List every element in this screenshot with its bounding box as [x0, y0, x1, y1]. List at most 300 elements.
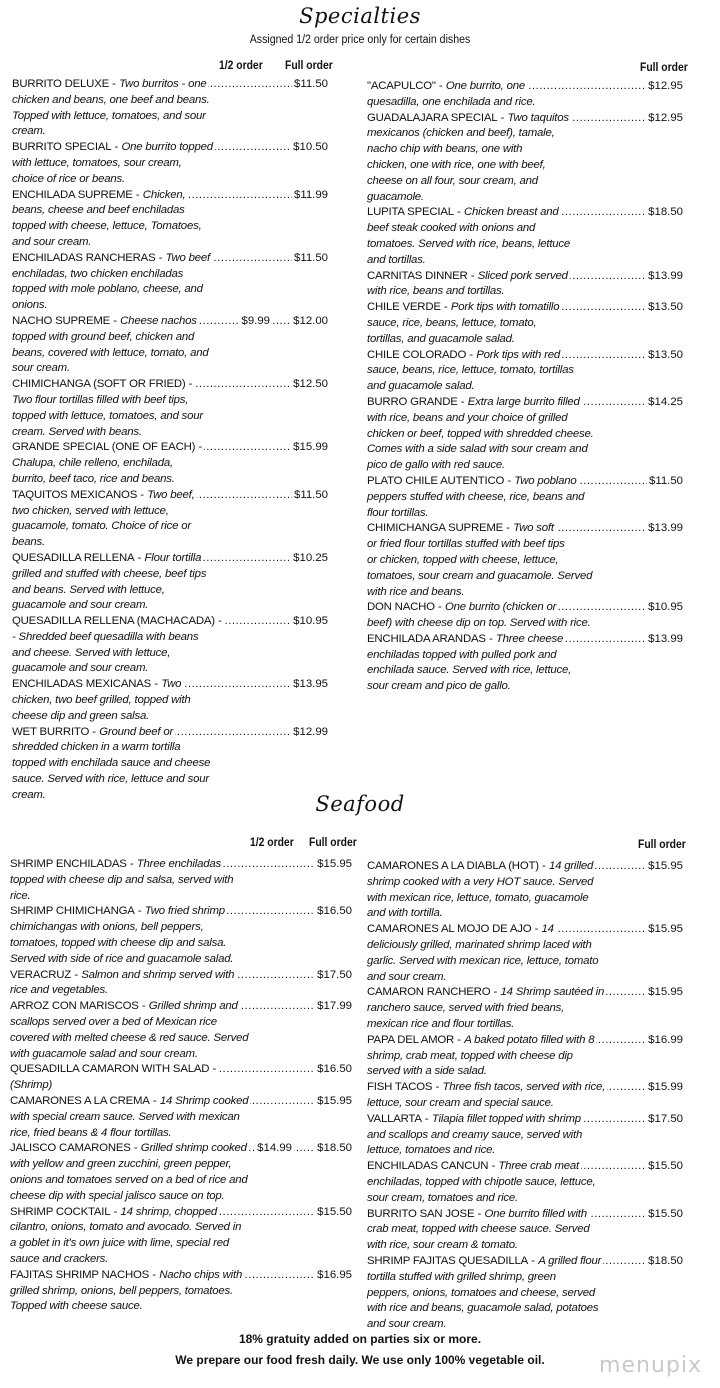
name-separator: -: [538, 860, 549, 872]
item-name: CAMARONES AL MOJO DE AJO: [367, 923, 532, 936]
item-description-start: A baked potato filled with 8: [464, 1033, 595, 1046]
item-description-line: beans, cheese and beef enchiladas: [12, 204, 185, 217]
full-order-price: $15.99: [646, 1080, 683, 1096]
item-description-line: tomatoes, topped with cheese dip and salsa.: [10, 936, 227, 949]
full-order-price: $11.50: [292, 488, 328, 504]
item-description-line: with rice, beans and your choice of grilled: [367, 411, 568, 424]
item-name: GUADALAJARA SPECIAL: [367, 111, 498, 124]
full-order-price: $13.95: [291, 677, 328, 693]
item-description-line: nacho chip with beans, one with: [367, 143, 523, 156]
item-description-line: pico de gallo with red sauce.: [367, 459, 505, 472]
name-separator: -: [504, 474, 515, 487]
item-name: SHRIMP CHIMICHANGA: [10, 905, 135, 918]
item-description-line: with rice, sour cream & tomato.: [367, 1239, 518, 1252]
full-order-price: $10.95: [646, 600, 683, 616]
item-description-start: Grilled shrimp cooked: [140, 1142, 247, 1155]
menu-item: [10, 857, 352, 904]
menu-item: [367, 1112, 683, 1159]
full-order-price: $13.99: [646, 521, 683, 537]
menu-item: [367, 300, 683, 347]
item-name: DON NACHO: [367, 601, 435, 614]
item-name: PAPA DEL AMOR: [367, 1033, 455, 1046]
item-description-line: and sour cream.: [12, 235, 92, 248]
item-description-line: and beans. Served with lettuce,: [12, 583, 165, 596]
item-description-line: mexicanos (chicken and beef), tamale,: [367, 127, 555, 140]
menu-item: [367, 79, 683, 111]
item-description-line: - Shredded beef quesadilla with beans: [12, 630, 199, 643]
item-name: ENCHILADAS MEXICANAS: [12, 678, 152, 691]
name-separator: -: [71, 968, 82, 981]
item-description-line: covered with melted cheese & red sauce. Served: [10, 1031, 249, 1044]
full-order-price: $12.50: [291, 377, 328, 393]
item-description-line: lettuce, sour cream and special sauce.: [367, 1096, 554, 1109]
item-description-line: rice and vegetables.: [10, 984, 108, 997]
item-name: CAMARONES A LA CREMA: [10, 1094, 150, 1107]
item-description-line: with mexican rice, lettuce, tomato, guacamole: [367, 891, 589, 904]
full-order-price: $17.50: [315, 968, 352, 984]
menu-item: [367, 985, 683, 1032]
item-description-start: Three cheese: [495, 632, 564, 645]
item-description-line: and sour cream.: [367, 970, 447, 983]
item-name: CAMARONES A LA DIABLA (HOT): [367, 860, 539, 872]
name-separator: -: [435, 80, 446, 92]
item-description-line: chicken, one with rice, one with beef,: [367, 158, 546, 171]
item-description-line: guacamole.: [367, 190, 424, 203]
menu-item: [10, 1268, 352, 1315]
item-description-start: Nacho chips with: [159, 1268, 243, 1281]
item-description-line: mexican rice and flour tortillas.: [367, 1017, 515, 1030]
full-order-price: $16.50: [315, 1062, 352, 1078]
item-description-line: Two flour tortillas filled with beef tips,: [12, 393, 189, 406]
item-description-line: Topped with lettuce, tomatoes, and sour: [12, 109, 206, 122]
menu-item: [367, 1254, 683, 1333]
name-separator: -: [149, 1268, 160, 1281]
name-separator: -: [110, 1205, 121, 1218]
item-name: VERACRUZ: [10, 968, 72, 981]
item-name: QUESADILLA CAMARON WITH SALAD: [10, 1063, 210, 1076]
menu-item: [10, 904, 352, 967]
item-description-start: Ground beef or: [99, 725, 174, 738]
name-separator: -: [467, 269, 478, 282]
full-order-price: $11.50: [292, 251, 328, 267]
item-description-line: or chicken, topped with cheese, lettuce,: [367, 553, 559, 566]
menu-item: [10, 1062, 352, 1094]
full-order-price: $18.50: [315, 1141, 352, 1157]
name-separator: -: [132, 188, 143, 201]
item-description-line: topped with cheese dip and salsa, served with: [10, 873, 234, 886]
item-description-line: and cheese. Served with lettuce,: [12, 646, 171, 659]
item-description-line: cream.: [12, 788, 46, 801]
seafood-right-full-order-header: Full order: [638, 839, 686, 851]
item-description-line: guacamole and sour cream.: [12, 599, 149, 612]
full-order-price: $13.99: [646, 269, 683, 285]
item-description-start: Grilled shrimp and: [148, 1000, 238, 1013]
item-description-line: deliciously grilled, marinated shrimp laced with: [367, 938, 592, 951]
item-description-start: Tilapia fillet topped with shrimp: [431, 1112, 581, 1125]
item-description-line: with rice and beans, guacamole salad, potatoes: [367, 1302, 599, 1315]
item-description-start: Two poblano: [514, 474, 577, 487]
item-description-line: beef steak cooked with onions and: [367, 222, 536, 235]
full-order-price: $13.99: [646, 632, 683, 648]
item-description-line: chicken and beans, one beef and beans.: [12, 93, 210, 106]
item-description-line: Chalupa, chile relleno, enchilada,: [12, 457, 174, 470]
full-order-price: $16.99: [646, 1033, 683, 1049]
item-description-line: tomatoes. Served with rice, beans, lettuce: [367, 237, 571, 250]
full-order-price: $18.50: [646, 205, 683, 221]
menu-item: [367, 600, 683, 632]
item-description-start: Two burritos - one: [119, 78, 207, 90]
item-description-line: grilled and stuffed with cheese, beef tips: [12, 567, 207, 580]
item-description-line: topped with cheese, lettuce, Tomatoes,: [12, 220, 202, 233]
item-description-start: Two beef: [165, 251, 211, 264]
item-description-line: beans, covered with lettuce, tomato, and: [12, 346, 209, 359]
item-name: SHRIMP COCKTAIL: [10, 1205, 111, 1218]
item-description-start: Salmon and shrimp served with: [81, 968, 235, 981]
menu-item: [367, 474, 683, 521]
item-description-line: enchiladas topped with pulled pork and: [367, 648, 557, 661]
item-description-line: (Shrimp): [10, 1079, 53, 1092]
item-name: ENCHILADAS CANCUN: [367, 1160, 489, 1173]
specialties-full-order-header: Full order: [285, 60, 333, 72]
item-description-line: two chicken, served with lettuce,: [12, 504, 169, 517]
menupix-watermark: menupix: [599, 1353, 702, 1378]
item-name: GRANDE SPECIAL (ONE OF EACH): [12, 441, 196, 454]
name-separator: -: [490, 986, 501, 999]
item-description-line: or fried flour tortillas stuffed with beef tips: [367, 538, 565, 551]
item-description-line: quesadilla, one enchilada and rice.: [367, 95, 536, 108]
item-description-line: sauce, beans, rice, lettuce, tomato, tortillas: [367, 364, 574, 377]
item-description-line: beans.: [12, 536, 45, 549]
full-order-price: $15.95: [646, 985, 683, 1001]
item-description-line: onions.: [12, 299, 48, 312]
item-description-line: shrimp cooked with a very HOT sauce. Served: [367, 875, 594, 888]
specialties-subtitle: Assigned 1/2 order price only for certain dishes: [249, 34, 471, 46]
full-order-price: $18.50: [646, 1254, 683, 1270]
menu-item: [367, 922, 683, 985]
item-description-line: sour cream, tomatoes and rice.: [367, 1191, 519, 1204]
item-description-start: One burrito topped: [121, 141, 213, 154]
menu-item: [367, 395, 683, 474]
name-separator: -: [457, 395, 468, 408]
item-name: CAMARON RANCHERO: [367, 986, 491, 999]
full-order-price: $13.50: [646, 348, 683, 364]
item-description-line: Served with side of rice and guacamole salad.: [10, 952, 234, 965]
item-description-line: rice, fried beans & 4 flour tortillas.: [10, 1126, 172, 1139]
item-name: LUPITA SPECIAL: [367, 206, 454, 219]
full-order-price: $12.95: [646, 111, 683, 127]
menu-item: [10, 1094, 352, 1141]
menu-item: [367, 1207, 683, 1254]
item-description-line: a goblet in it's own juice with lime, special red: [10, 1237, 230, 1250]
menu-item: [367, 1033, 683, 1080]
item-name: SHRIMP FAJITAS QUESADILLA: [367, 1254, 529, 1267]
item-description-line: sauce. Served with rice, lettuce and sour: [12, 773, 209, 786]
full-order-price: $11.50: [292, 77, 328, 93]
item-description-line: and scallops and creamy sauce, served with: [367, 1128, 583, 1141]
item-description-line: shredded chicken in a warm tortilla: [12, 741, 181, 754]
item-description-line: tortillas, and guacamole salad.: [367, 332, 515, 345]
item-description-start: Three enchiladas: [136, 858, 221, 870]
seafood-half-order-header: 1/2 order: [250, 837, 294, 849]
menu-item: [12, 140, 328, 187]
full-order-price: $10.95: [291, 614, 328, 630]
item-description-start: Two taquitos: [507, 111, 569, 124]
item-description-line: cheese dip and green salsa.: [12, 709, 150, 722]
menu-item: [10, 968, 352, 1000]
menu-item: [12, 440, 328, 487]
menu-item: [367, 859, 683, 922]
full-order-price: $13.50: [646, 300, 683, 316]
full-order-price: $16.50: [315, 904, 352, 920]
half-order-price: $9.99: [239, 314, 272, 330]
item-description-line: and sour cream.: [367, 1318, 447, 1331]
item-name: JALISCO CAMARONES: [10, 1142, 131, 1155]
item-name: CHILE COLORADO: [367, 348, 467, 361]
item-description-line: topped with ground beef, chicken and: [12, 330, 195, 343]
item-description-line: chicken, two beef grilled, topped with: [12, 694, 191, 707]
name-separator: -: [454, 1033, 465, 1046]
name-separator: -: [214, 615, 222, 628]
item-description-line: sauce, rice, beans, lettuce, tomato,: [367, 316, 537, 329]
full-order-price: $15.50: [646, 1207, 683, 1223]
name-separator: -: [503, 522, 514, 535]
name-separator: -: [209, 1063, 217, 1076]
name-separator: -: [440, 301, 451, 314]
item-description-line: ranchero sauce, served with fried beans,: [367, 1002, 565, 1015]
menu-item: [12, 251, 328, 314]
item-description-line: enchiladas, topped with chipotle sauce, lettuce,: [367, 1175, 596, 1188]
full-order-price: $12.99: [291, 725, 328, 741]
item-name: QUESADILLA RELLENA (MACHACADA): [12, 615, 215, 628]
item-name: ARROZ CON MARISCOS: [10, 1000, 139, 1013]
item-description-line: sour cream.: [12, 362, 70, 375]
item-description-line: topped with mole poblano, cheese, and: [12, 283, 203, 296]
item-description-line: guacamole and sour cream.: [12, 662, 149, 675]
menu-item: [367, 269, 683, 301]
item-description-line: with rice, beans and tortillas.: [367, 285, 505, 298]
item-description-line: Comes with a side salad with sour cream and: [367, 443, 588, 456]
item-description-line: enchilada sauce. Served with rice, lettuce,: [367, 664, 572, 677]
specialties-right-column: [367, 79, 683, 695]
item-description-start: Chicken breast and: [464, 206, 559, 219]
specialties-right-full-order-header: Full order: [640, 62, 688, 74]
name-separator: -: [155, 251, 166, 264]
item-description-start: Sliced pork served: [477, 269, 568, 282]
item-description-line: topped with enchilada sauce and cheese: [12, 757, 211, 770]
full-order-price: $17.50: [646, 1112, 683, 1128]
item-description-line: and with tortilla.: [367, 907, 443, 920]
menu-item: [367, 521, 683, 600]
item-name: "ACAPULCO": [367, 80, 436, 92]
menu-item: [367, 1080, 683, 1112]
item-description-line: enchiladas, two chicken enchiladas: [12, 267, 184, 280]
menu-item: [367, 632, 683, 695]
full-order-price: $15.50: [646, 1159, 683, 1175]
seafood-left-column: [10, 857, 352, 1315]
item-description-line: and guacamole salad.: [367, 380, 475, 393]
name-separator: -: [474, 1207, 485, 1220]
name-separator: -: [485, 632, 496, 645]
item-description-line: sour cream and pico de gallo.: [367, 680, 511, 693]
item-name: NACHO SUPREME: [12, 314, 111, 327]
item-description-line: with rice and beans.: [367, 585, 465, 598]
item-description-line: shrimp, crab meat, topped with cheese dip: [367, 1049, 573, 1062]
full-order-price: $14.25: [646, 395, 683, 411]
item-description-line: served with a side salad.: [367, 1065, 487, 1078]
menu-item: [367, 348, 683, 395]
item-description-line: guacamole, tomato. Choice of rice or: [12, 520, 191, 533]
gratuity-note: 18% gratuity added on parties six or more.: [238, 1332, 482, 1346]
full-order-price: $11.50: [647, 474, 683, 490]
item-description-line: grilled shrimp, onions, bell peppers, tomatoes.: [10, 1284, 233, 1297]
name-separator: -: [453, 206, 465, 219]
item-name: CHILE VERDE: [367, 301, 441, 314]
menu-item: [12, 488, 328, 551]
name-separator: -: [421, 1112, 432, 1125]
item-description-start: 14 shrimp, chopped: [120, 1205, 217, 1218]
item-description-line: cream. Served with beans.: [12, 425, 142, 438]
menu-item: [12, 677, 328, 724]
vegetable-oil-note: We prepare our food fresh daily. We use only 100% vegetable oil.: [175, 1353, 545, 1367]
menu-item: [12, 614, 328, 677]
item-description-line: peppers, onions, tomatoes and cheese, served: [367, 1286, 596, 1299]
name-separator: -: [531, 923, 542, 936]
item-description-start: Two: [161, 678, 182, 691]
full-order-price: $15.99: [291, 440, 328, 456]
item-name: SHRIMP ENCHILADAS: [10, 858, 127, 870]
item-description-start: Cheese nachos: [120, 314, 197, 327]
item-description-start: 14 Shrimp sautéed in: [500, 986, 605, 999]
name-separator: -: [134, 551, 145, 564]
name-separator: -: [137, 488, 148, 501]
full-order-price: $17.99: [315, 999, 352, 1015]
item-description-start: 14 Shrimp cooked: [159, 1094, 249, 1107]
item-description-start: Flour tortilla: [144, 551, 202, 564]
full-order-price: $16.95: [315, 1268, 352, 1284]
full-order-price: $15.50: [315, 1205, 352, 1221]
name-separator: -: [497, 111, 508, 124]
name-separator: -: [488, 1160, 499, 1173]
full-order-price: $12.95: [646, 79, 683, 95]
seafood-right-column: [367, 859, 683, 1333]
menu-item: [367, 111, 683, 206]
item-description-line: Topped with cheese sauce.: [10, 1300, 143, 1313]
item-description-line: with special cream sauce. Served with mexican: [10, 1110, 240, 1123]
full-order-price: $11.99: [292, 188, 328, 204]
menu-item: [12, 188, 328, 251]
item-name: ENCHILADA ARANDAS: [367, 632, 486, 645]
name-separator: -: [134, 905, 145, 918]
full-order-price: $15.95: [315, 857, 352, 873]
full-order-price: $10.50: [291, 140, 328, 156]
menu-item: [10, 999, 352, 1062]
name-separator: -: [89, 725, 100, 738]
name-separator: -: [466, 348, 477, 361]
item-description-start: A grilled flour: [538, 1254, 602, 1267]
name-separator: -: [111, 141, 122, 154]
seafood-title: Seafood: [315, 792, 405, 816]
item-description-line: cheese on all four, sour cream, and: [367, 174, 538, 187]
menu-item: [12, 377, 328, 440]
name-separator: -: [195, 441, 203, 454]
menu-item: [367, 205, 683, 268]
item-description-start: 14: [541, 923, 554, 936]
full-order-price: $10.25: [291, 551, 328, 567]
item-description-line: burrito, beef taco, rice and beans.: [12, 472, 175, 485]
name-separator: -: [151, 678, 162, 691]
item-description-line: sauce and crackers.: [10, 1252, 109, 1265]
item-name: PLATO CHILE AUTENTICO: [367, 474, 505, 487]
name-separator: -: [110, 314, 121, 327]
item-description-line: cheese dip with special jalisco sauce on top.: [10, 1189, 225, 1202]
item-description-start: Two fried shrimp: [144, 905, 225, 918]
item-description-line: cilantro, onions, tomato and avocado. Served in: [10, 1221, 242, 1234]
full-order-price: $15.95: [646, 859, 683, 875]
item-description-line: crab meat, topped with cheese sauce. Served: [367, 1223, 590, 1236]
item-name: BURRITO SAN JOSE: [367, 1207, 475, 1220]
item-description-line: lettuce, tomatoes and rice.: [367, 1144, 496, 1157]
item-description-line: peppers stuffed with cheese, rice, beans and: [367, 490, 585, 503]
specialties-half-order-header: 1/2 order: [219, 60, 263, 72]
item-description-line: tortilla stuffed with grilled shrimp, green: [367, 1270, 556, 1283]
item-description-start: Pork tips with red: [476, 348, 560, 361]
item-name: VALLARTA: [367, 1112, 422, 1125]
item-description-start: One burrito, one: [445, 80, 526, 92]
item-name: QUESADILLA RELLENA: [12, 551, 135, 564]
item-description-start: Chicken,: [142, 188, 186, 201]
item-name: BURRITO DELUXE: [12, 78, 109, 90]
item-name: CARNITAS DINNER: [367, 269, 468, 282]
item-description-start: One burrito (chicken or: [444, 601, 557, 614]
item-description-line: onions and tomatoes served on a bed of rice and: [10, 1173, 248, 1186]
item-description-line: beef) with cheese dip on top. Served with rice.: [367, 617, 591, 630]
item-name: FISH TACOS: [367, 1081, 433, 1094]
item-description-line: rice.: [10, 889, 31, 902]
item-description-start: Extra large burrito filled: [467, 395, 580, 408]
item-description-line: chicken or beef, topped with shredded cheese.: [367, 427, 594, 440]
item-name: CHIMICHANGA (SOFT OR FRIED): [12, 378, 186, 391]
specialties-left-column: [12, 77, 328, 804]
full-order-price: $12.00: [291, 314, 328, 330]
item-description-line: choice of rice or beans.: [12, 172, 125, 185]
name-separator: -: [130, 1142, 141, 1155]
item-description-start: Two soft: [513, 522, 554, 535]
item-description-line: garlic. Served with mexican rice, lettuce, tomato: [367, 954, 599, 967]
item-description-line: with yellow and green zucchini, green pepper,: [10, 1158, 232, 1171]
full-order-price: $15.95: [315, 1094, 352, 1110]
seafood-full-order-header: Full order: [309, 837, 357, 849]
specialties-title: Specialties: [299, 4, 421, 28]
item-name: BURRO GRANDE: [367, 395, 458, 408]
menu-item: [367, 1159, 683, 1206]
item-description-line: flour tortillas.: [367, 506, 429, 519]
item-name: WET BURRITO: [12, 725, 90, 738]
item-description-line: cream.: [12, 125, 46, 138]
item-description-start: Three fish tacos, served with rice,: [442, 1081, 606, 1094]
item-name: BURRITO SPECIAL: [12, 141, 112, 154]
menu-item: [12, 551, 328, 614]
menu-item: [12, 314, 328, 377]
item-description-start: Pork tips with tomatillo: [450, 301, 560, 314]
name-separator: -: [149, 1094, 160, 1107]
half-order-price: $14.99: [255, 1141, 294, 1157]
item-name: ENCHILADA SUPREME: [12, 188, 133, 201]
full-order-price: $15.95: [646, 922, 683, 938]
name-separator: -: [185, 378, 193, 391]
item-description-start: One burrito filled with: [484, 1207, 587, 1220]
item-name: TAQUITOS MEXICANOS: [12, 488, 138, 501]
item-description-line: scallops served over a bed of Mexican rice: [10, 1015, 217, 1028]
